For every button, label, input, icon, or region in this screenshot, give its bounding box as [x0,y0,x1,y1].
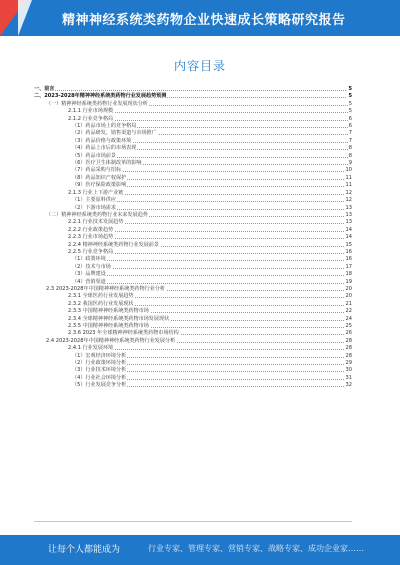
toc-entry[interactable] [34,382,352,389]
toc-entry-page: 18 [345,271,352,278]
toc-leader-dots [72,275,348,276]
toc-entry-page: 25 [345,323,352,329]
toc-entry-page: 7 [348,137,352,144]
toc-entry-label: （5）行业发展竞争分析 [72,382,127,389]
toc-entry-page: 5 [348,86,352,92]
toc-entry-label: （4）营销渠道 [72,278,106,285]
toc-entry-label: （1）宏观经济环境分析 [72,352,127,359]
toc-entry-page: 16 [345,256,352,263]
toc-entry-label: （8）药品知识产权保护 [72,174,127,181]
toc-entry-label: （2）技术与市场 [72,263,111,270]
toc-entry[interactable] [34,145,352,152]
toc-entry-label: （7）药品采购与招标 [72,167,122,174]
toc-entry-label: 2.4.1 行业发展环境 [68,345,114,352]
toc-entry[interactable] [34,293,352,300]
toc-entry-page: 8 [348,152,352,159]
bottom-divider [34,521,352,522]
toc-entry-page: 20 [345,285,352,292]
toc-entry-page: 8 [348,145,352,152]
toc-entry-page: 16 [345,248,352,255]
toc-entry-page: 31 [345,374,352,381]
toc-entry-page: 11 [345,174,352,181]
toc-entry-label: （2）下游市场需求 [72,204,116,211]
toc-entry-page: 29 [345,360,352,367]
toc-entry-page: 12 [345,197,352,204]
toc-entry[interactable] [34,116,352,123]
toc-entry[interactable] [34,205,352,212]
toc-entry-label: 2.3.3 中国精神神经系统类药物市场 [68,308,149,315]
toc-entry-label: 2.1.2 行业竞争格局 [68,115,114,122]
toc-entry-label: （9）医疗保险政策影响 [72,182,127,189]
toc-entry-label: 2.2.3 行业市场趋势 [68,234,114,241]
toc-entry[interactable] [34,153,352,160]
toc-entry-label: 2.1.1 行业市场规模 [68,108,114,115]
toc-entry-page: 24 [345,315,352,322]
toc-entry[interactable] [34,93,352,100]
report-title: 精神神经系统类药物企业快速成长策略研究报告 [62,13,346,28]
toc-entry-page: 7 [348,130,352,137]
toc-entry-page: 12 [345,189,352,196]
toc-entry-page: 28 [345,352,352,359]
toc-entry-page: 21 [345,300,352,307]
toc-entry[interactable] [34,108,352,115]
toc-leader-dots [72,283,348,284]
toc-entry-page: 10 [345,167,352,174]
banner-accent-white [18,0,32,36]
toc-entry[interactable] [34,367,352,374]
footer-slogan: 让每个人都能成为 [48,545,121,555]
toc-entry[interactable] [34,197,352,204]
toc-entry-page: 17 [345,263,352,270]
toc-entry[interactable] [34,308,352,315]
toc-entry[interactable] [34,182,352,189]
toc-entry-page: 14 [345,226,352,233]
toc-entry-label: （2）行业政策环境分析 [72,360,127,367]
toc-entry-label: 二、2023-2028年精神神经系统类药物行业发展趋势预测 [34,93,167,100]
toc-entry-label: （3）行业技术环境分析 [72,367,127,374]
toc-entry-page: 13 [345,204,352,211]
footer-banner [0,535,400,565]
toc-entry[interactable] [34,353,352,360]
toc-entry-page: 19 [345,278,352,285]
toc-entry-page: 13 [345,219,352,226]
toc-entry-label: （1）政策环境 [72,256,106,263]
toc-entry-label: （4）行业社会环境分析 [72,374,127,381]
toc-entry-label: 2.2.1 行业技术发展趋势 [68,219,124,226]
toc-entry-label: 一、前言 [34,86,55,92]
toc-entry-page: 6 [348,115,352,122]
toc-entry-page: 15 [345,241,352,248]
toc-entry[interactable] [34,167,352,174]
toc-entry-page: 28 [345,345,352,352]
toc-entry[interactable] [34,242,352,249]
toc-entry-label: （一）精神神经系统类药物行业发展现状分析 [46,100,148,107]
toc-entry[interactable] [34,345,352,352]
toc-entry-label: （1）药品市场上的竞争格局 [72,123,137,130]
toc-entry-page: 32 [345,382,352,389]
toc-entry-label: 2.3.1 全球医药行业发展趋势 [68,293,134,300]
toc-entry[interactable] [34,227,352,234]
toc-entry-label: （5）药品市场前景 [72,152,116,159]
toc-entry-label: （3）品牌建设 [72,271,106,278]
toc-entry-page: 6 [348,123,352,130]
toc-entry-label: 2.3.6 2023 年全球精神神经系统类药物市场结构 [68,330,179,337]
toc-entry-page: 26 [345,330,352,337]
toc-entry[interactable] [34,219,352,226]
toc-entry-page: 22 [345,308,352,315]
toc-entry-label: （6）医疗卫生体制改革的影响 [72,160,142,167]
toc-entry-page: 20 [345,293,352,300]
toc-entry-page: 5 [348,93,352,100]
toc-entry-label: （2）药品研发、销售渠道与市场推广 [72,130,157,137]
toc-entry-label: 2.3.2 我国医药行业发展现状 [68,300,134,307]
toc-leader-dots [72,260,348,261]
header-banner [0,0,400,36]
toc-leader-dots [72,268,348,269]
toc-entry-label: 2.2.4 精神神经系统类药物行业发展前景 [68,241,159,248]
toc-entry-label: 2.3.5 中国精神神经系统类药物市场 [68,323,149,329]
toc-entry-page: 5 [348,100,352,107]
toc-entry[interactable] [34,316,352,323]
toc-entry-label: （3）药品价格与政策环境 [72,137,132,144]
toc-entry[interactable] [34,130,352,137]
toc-entry[interactable] [34,330,352,337]
toc-entry[interactable] [34,190,352,197]
toc-leader-dots [34,90,348,91]
toc-title: 内容目录 [173,59,226,73]
toc-entry-label: （1）主要原料供应 [72,197,116,204]
toc-entry[interactable] [34,271,352,278]
toc-entry-page: 9 [348,160,352,167]
toc-entry[interactable] [34,234,352,241]
table-of-contents [34,86,352,390]
toc-entry-label: （二）精神神经系统类药物行业未来发展趋势 [46,211,148,218]
toc-entry-label: （4）药品上市后的市场表现 [72,145,137,152]
toc-entry-label: 2.1.3 行业上下游产业链 [68,189,124,196]
toc-entry-label: 2.2.2 行业政策趋势 [68,226,114,233]
toc-entry-label: 2.2.5 行业竞争格局 [68,248,114,255]
footer-roles: 行业专家、管理专家、营销专家、战略专家、成功企业家…… [148,544,364,553]
toc-entry-page: 14 [345,234,352,241]
toc-entry-page: 28 [345,337,352,344]
toc-entry-label: 2.4 2023-2028年中国精神神经系统类药物行业发展分析 [46,337,176,344]
toc-entry-page: 13 [345,211,352,218]
toc-entry-page: 5 [348,108,352,115]
toc-entry-label: 2.3 2023-2028年中国精神神经系统类药物行业分析 [46,285,165,292]
toc-entry[interactable] [34,279,352,286]
toc-entry-page: 30 [345,367,352,374]
toc-entry[interactable] [34,256,352,263]
toc-entry-page: 11 [345,182,352,189]
toc-entry-label: 2.3.4 全球精神神经系统类药物市场发展现状 [68,315,170,322]
